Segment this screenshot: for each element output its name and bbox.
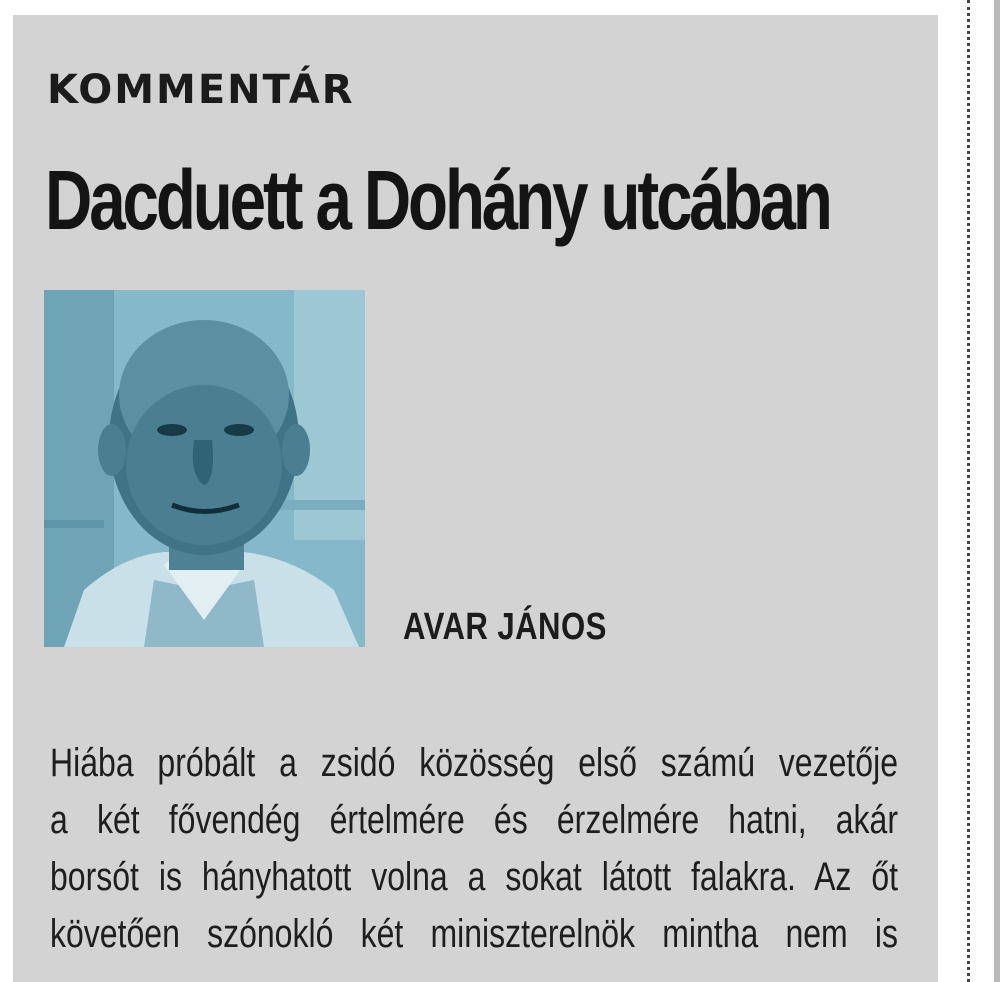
body-line: Hiába próbált a zsidó közösség első számú vezetője (50, 741, 898, 785)
body-line: a két fővendég értelmére és érzelmére hatni, akár (50, 798, 898, 842)
body-line: követően szónokló két miniszterelnök mintha nem is (50, 912, 898, 956)
column-divider (967, 0, 970, 982)
section-label: KOMMENTÁR (47, 67, 355, 113)
author-byline: AVAR JÁNOS (403, 606, 607, 648)
author-portrait-photo (44, 290, 365, 647)
adjacent-column-edge (994, 0, 1000, 982)
headline: Dacduett a Dohány utcában (45, 153, 830, 247)
body-line: borsót is hányhatott volna a sokat látott falakra. Az őt (50, 855, 898, 899)
article-body (50, 735, 898, 963)
